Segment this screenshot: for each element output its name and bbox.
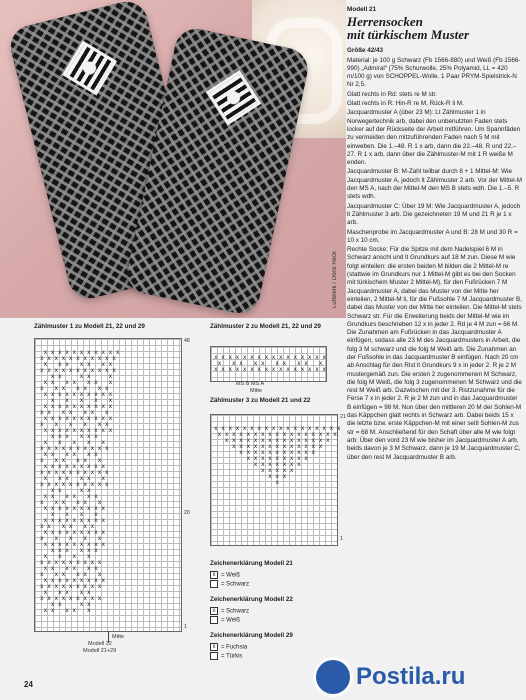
glatt-r-paragraph: Glatt rechts in R: Hin-R re M, Rück-R li M. bbox=[347, 100, 464, 108]
chart-1-row-20: 20 bbox=[184, 510, 190, 516]
chart-2-title: Zählmuster 2 zu Modell 21, 22 und 29 bbox=[210, 323, 321, 330]
chart-2-pattern: x x x x x x x x x x x x x x x x x x x x x x x x x x x x x x x x x x x x x x x x x x bbox=[214, 354, 326, 373]
chart-1-row-1: 1 bbox=[184, 624, 187, 630]
model-number: Modell 21 bbox=[347, 6, 377, 13]
chart-2-mitte-label: Mitte bbox=[250, 388, 262, 394]
black-symbol-icon bbox=[210, 580, 218, 588]
legend-21-white: x = Weiß bbox=[210, 571, 240, 580]
jacquard-a-paragraph: Jacquardmuster A (über 23 M): Lt Zählmuster 1 in Norwegertechnik arb, dabei den unbenutzten Faden stets locker auf der Rückseite der Arbeit mitführen. Um Spannfäden zu vermeiden den mitzuführenden Faden nach 5 M mit einweben. Die 1.–48. R 1 x arb, dann die 22.–48. R und 22.–27. R 1 x arb, dann über die Zählmuster-M mit 1 R weiße M enden. bbox=[347, 109, 521, 167]
legend-22-white: = Weiß bbox=[210, 616, 240, 625]
watermark-logo-icon bbox=[316, 660, 350, 694]
chart-1-mitte-label: Mitte bbox=[112, 634, 124, 640]
legend-22-black: x = Schwarz bbox=[210, 607, 249, 616]
watermark bbox=[316, 655, 524, 699]
black-symbol-icon: x bbox=[210, 607, 218, 615]
legend-29-fuchsia: x = Fuchsia bbox=[210, 643, 247, 652]
legend-21-black: = Schwarz bbox=[210, 580, 249, 589]
size-line: Größe 42/43 bbox=[347, 47, 384, 55]
maschenprobe-paragraph: Maschenprobe im Jacquardmuster A und B: 28 M und 30 R = 10 x 10 cm. bbox=[347, 228, 518, 244]
legend-29-title: Zeichenerklärung Modell 29 bbox=[210, 632, 293, 639]
glatt-rd-paragraph: Glatt rechts in Rd: stets re M str. bbox=[347, 90, 437, 98]
chart-1-pattern: x x x x x x x x x x x x x x x x x x x x x x x x x x x x x x x x x x x x x x x x x x x x x x x x x x x x x x x x x x x x x x x x x x x x x x x x x x x x x x x x x x x x x x x x x x x x x x x x x x x x x x x x x x x x x x x x x x x x x x x x x x x x x x x x x x x x x x x x x x x x x x x x x x x x x x x x x x x x x x x x x x x x x x x x x x x x x x x x x x x x x x x x x x x x x x x x x x x x x x x x x x x x x x x x x x x x x x x x x x x x x x x x x x x x x x x x x x x x x x x x x x x x x x x x x x x x x x x x x x x x x x x x x x x x x x x x x x x x x x x x x x x x x x x x x x x x x x x x x x x x x x x x x x x x x x x x x x x x x x x x x x x x bbox=[40, 349, 120, 614]
jacquard-c-paragraph: Jacquardmuster C: Über 19 M: Wie Jacquardmuster A, jedoch lt Zählmuster 3 arb. Die gezeichneten 19 M und 21 R je 1 x arb. bbox=[347, 202, 521, 227]
chart-3-row-21: 21 bbox=[340, 414, 346, 420]
jacquard-b-paragraph: Jacquardmuster B: M-Zahl teilbar durch 8 + 1 Mittel-M: Wie Jacquardmuster A, jedoch lt Zählmuster 2 arb. Vor der Mittel-M den MS A, nach der Mittel-M den MS B stets wdh. Die 1.–5. R stets wdh. bbox=[347, 168, 522, 201]
chart-2-ms-label: MS B MS A bbox=[236, 381, 265, 387]
instructions-column bbox=[347, 6, 523, 526]
fuchsia-symbol-icon: x bbox=[210, 643, 218, 651]
chart-3-row-1: 1 bbox=[340, 536, 343, 542]
rechte-socke-paragraph: Rechte Socke: Für die Spitze mit dem Nadelspiel 6 M in Schwarz anschl und lt Grundkurs auf 18 M zun. Diese M wie folgt einteilen: die ersten beiden M bilden die 2 Mittel-M re (stattwie im Grundkurs nur 1 Mittel-M gibt es bei den Socken mit türkischem Muster 2 Mittel-M), für den Fußrücken 7 M Jacquardmuster A, dabei das Muster von der Mitte her einteilen, 2 Mittel-M li, für die Fußsohle 7 M Jacquardmuster B, dabei das Muster von der Mitte her einteilen. Die Mittel-M stets Schwarz str. Für die Erweiterung beids der Mittel-M wie im Grundkurs beschrieben 12 x in jeder 2. Rd je 4 M zun = 66 M. Die Zunahmen am Fußrücken in das Jacquardmuster A einfügen, sodass alle 23 M des Jacquardmusters in Arbeit, die folg 3 M schwarz und die folg M Weiß arb. Die Zunahmen an der Fußsohle in das Jacquardmuster B einfügen. Nach 20 cm ab Anschlag für den Rist lt Grundkurs 9 x in jeder 2. R je 2 M mustergemäß zun. Die ersten 2 zugenommenen M Schwarz, die folg M Weiß, die folg 3 zugenommenen M Schwarz und die rest M Weiß arb. Dazwischen mit der 3. Ristzunahme für die Ferse 7 x in jeder 2. R je 2 M zun und in das Jacquardmuster B einfügen = 98 M. Nun über den mittleren 20 M der Sohlen-M das Käppchen glatt rechts in Schwarz arb. Dabei beids 15 x die letzte bzw. erste Käppchen-M mit einer seitl Sohlen-M zus str = 68 M. Anschließend für den Schaft über alle M wie folgt arb: Über den vord 23 M wie bisher im Jacquardmuster A arb, beids davon je 3 M Schwarz, dann je 19 M Jacquardmuster C, über den rest M Jacquardmuster B arb. bbox=[347, 246, 522, 461]
page-number: 24 bbox=[24, 680, 33, 689]
chart-1-modell-2129-label: Modell 21+29 bbox=[83, 648, 117, 654]
tuerkis-symbol-icon bbox=[210, 652, 218, 660]
page-title bbox=[347, 15, 523, 41]
chart-1-row-48: 48 bbox=[184, 338, 190, 344]
white-symbol-icon: x bbox=[210, 571, 218, 579]
legend-22-title: Zeichenerklärung Modell 22 bbox=[210, 596, 293, 603]
chart-3-title: Zählmuster 3 zu Modell 21 und 22 bbox=[210, 397, 311, 404]
white-symbol-icon bbox=[210, 616, 218, 624]
chart-1-modell-22-label: Modell 22 bbox=[88, 641, 112, 647]
material-paragraph: Material: je 100 g Schwarz (Fb 1566-880) und Weiß (Fb 1566-990) „Admiral“ (75% Schurwolle, 25% Polyamid, LL = 420 m/100 g) von SCHOPPEL-Wolle. 1 Paar PRYM-Spielstrick-N Nr 2,5. bbox=[347, 56, 521, 89]
sock-photo bbox=[0, 0, 346, 318]
chart-1-title: Zählmuster 1 zu Modell 21, 22 und 29 bbox=[34, 323, 145, 330]
photo-credit: Luftwerk / Doris Heck bbox=[332, 250, 338, 308]
chart-3-pattern: x x x x x x x x x x x x x x x x x x x x x x x x x x x x x x x x x x x x x x x x x x x x x x x x x x x x x x x x x x x x x x x x x x x x x x x x x x x x x x x x x x x x x x x x x x x x x x x x x x x bbox=[214, 425, 341, 486]
title-line-1: Herrensocken bbox=[347, 14, 423, 30]
title-line-2: mit türkischem Muster bbox=[347, 27, 470, 43]
legend-21-title: Zeichenerklärung Modell 21 bbox=[210, 560, 293, 567]
legend-29-tuerkis: = Türkis bbox=[210, 652, 242, 661]
watermark-text: Postila.ru bbox=[356, 663, 466, 690]
